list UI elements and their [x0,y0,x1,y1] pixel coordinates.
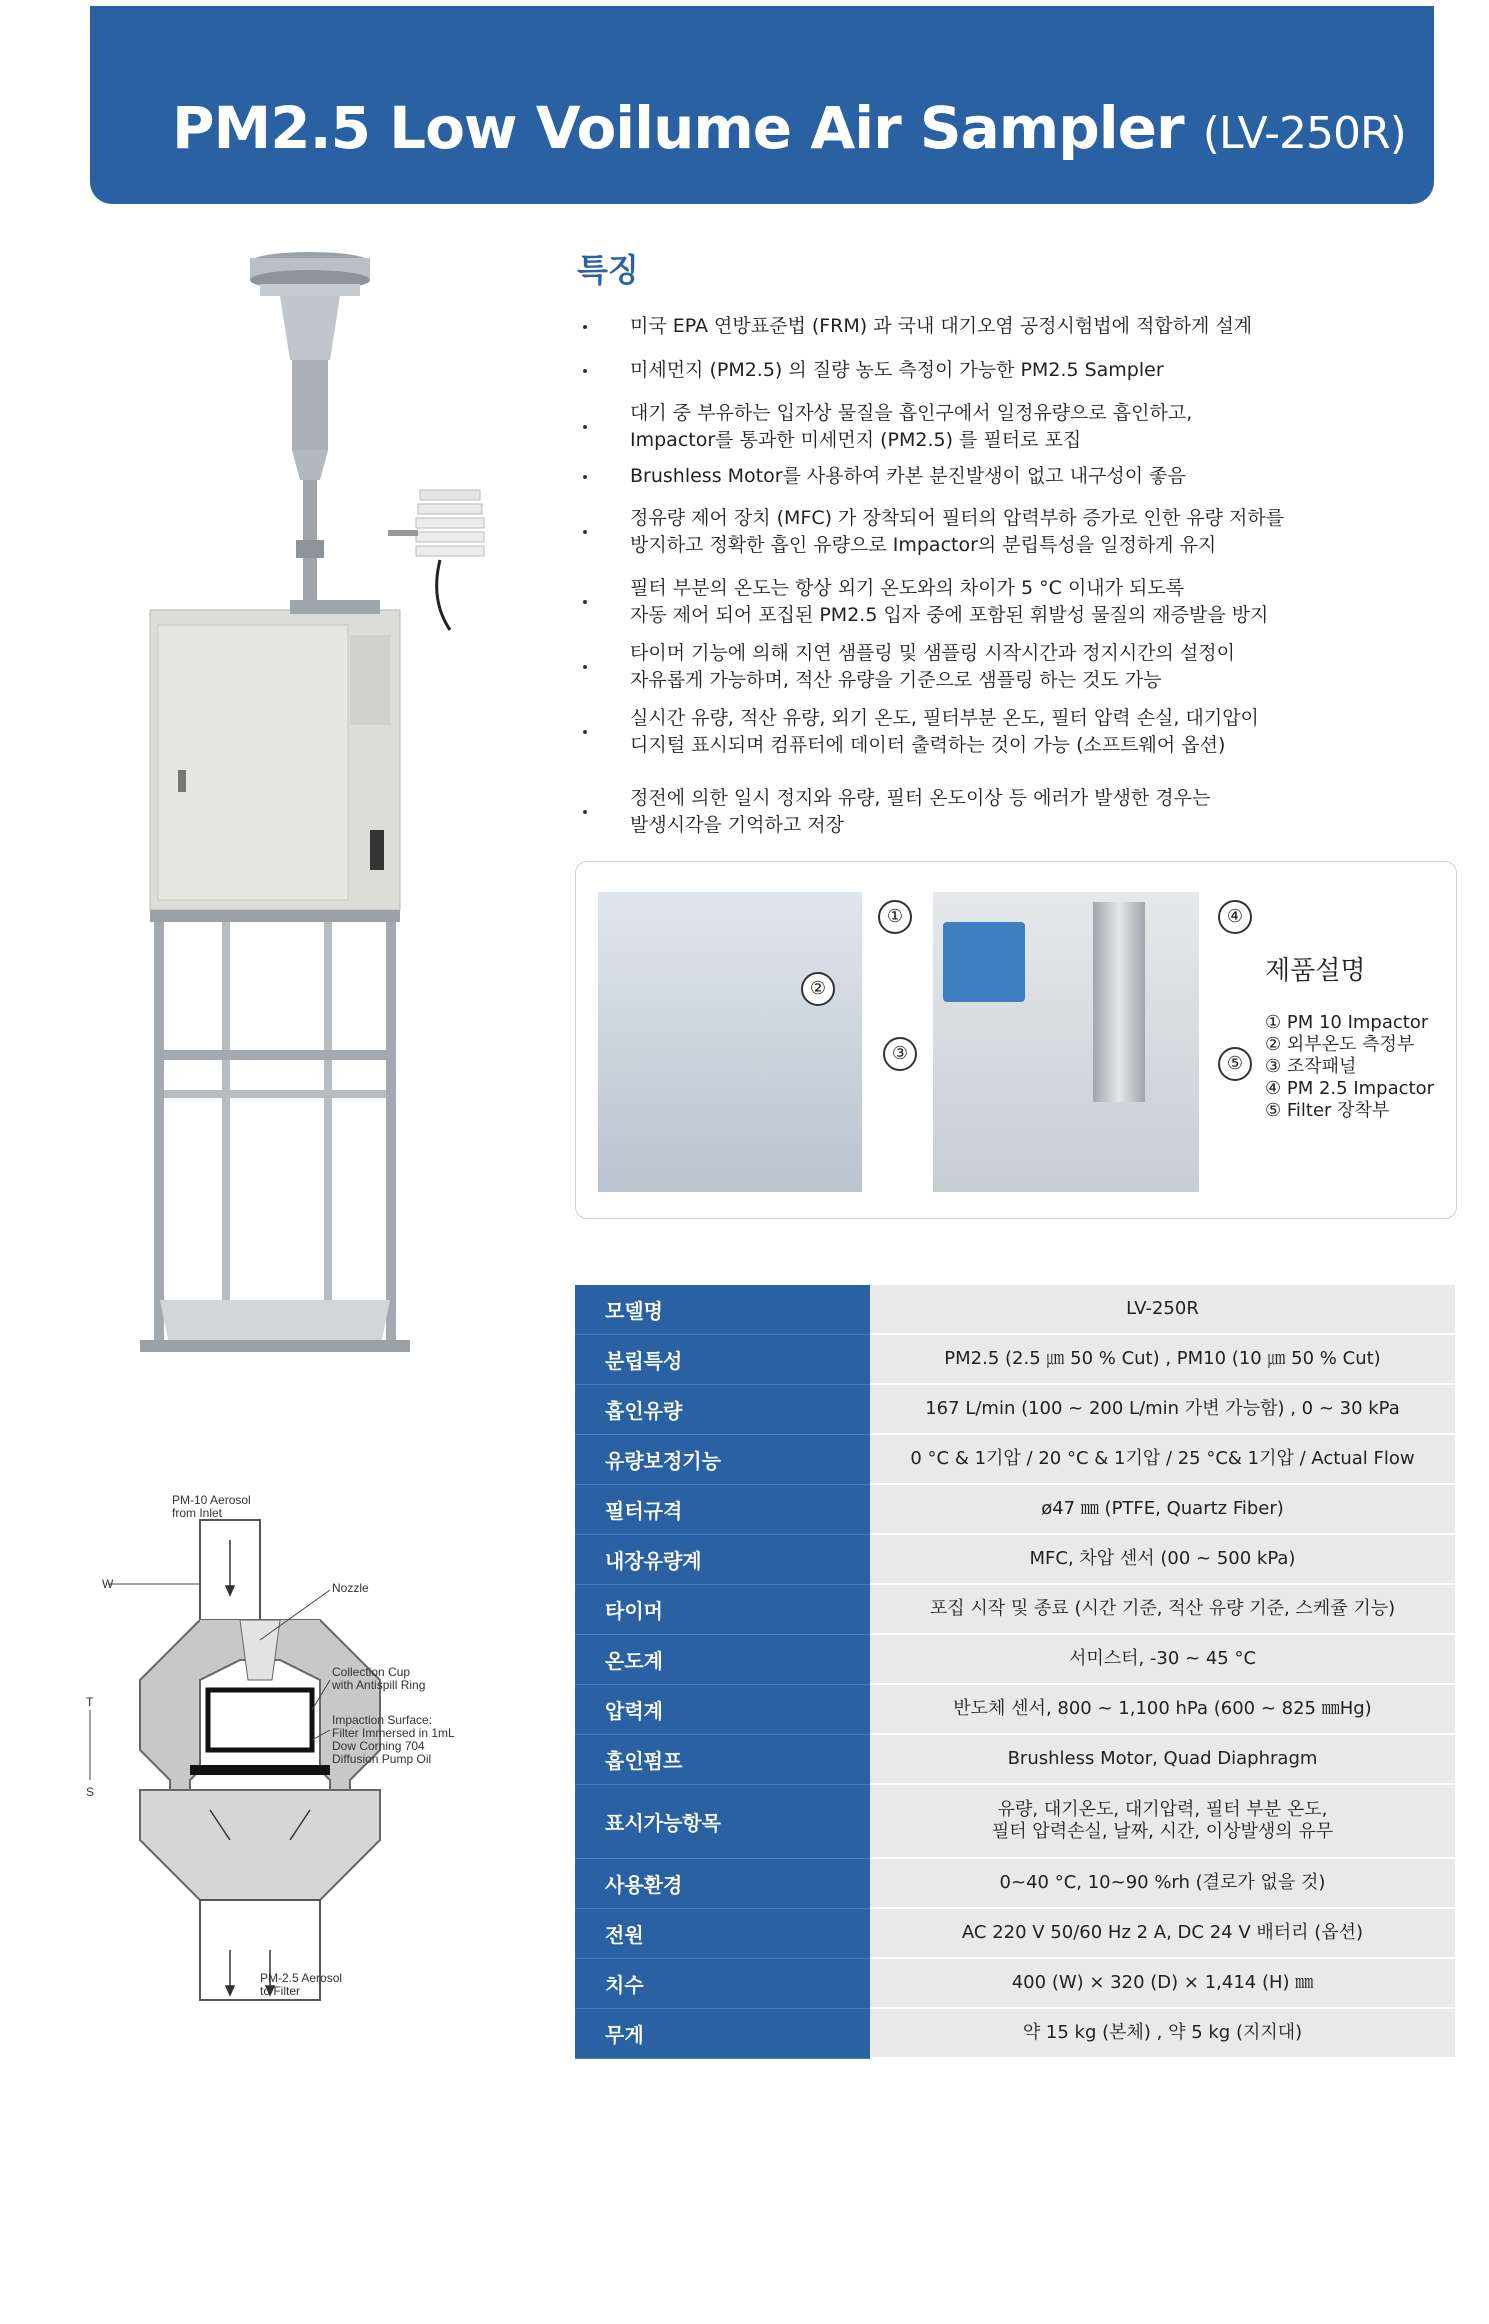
spec-row [575,1958,1455,2008]
spec-key: 온도계 [575,1634,870,1684]
spec-key: 유량보정기능 [575,1434,870,1484]
svg-text:T: T [86,1695,94,1709]
feature-text: 대기 중 부유하는 입자상 물질을 흡인구에서 일정유량으로 흡인하고, Impactor를 통과한 미세먼지 (PM2.5) 를 필터로 포집 [630,402,1193,451]
control-panel-screen [943,922,1025,1002]
bullet-icon [583,665,587,669]
spec-key: 필터규격 [575,1484,870,1534]
spec-value: 서미스터, -30 ~ 45 °C [870,1634,1455,1684]
spec-key: 치수 [575,1958,870,2008]
spec-key: 모델명 [575,1285,870,1334]
spec-row [575,1384,1455,1434]
spec-row [575,1334,1455,1384]
spec-row [575,1534,1455,1584]
bullet-icon [583,600,587,604]
description-item: ② 외부온도 측정부 [1265,1034,1415,1055]
description-item: ③ 조작패널 [1265,1056,1357,1077]
callout-1: ① [878,900,912,934]
svg-text:Impaction Surface:Filter Immer: Impaction Surface: Filter Immersed in 1mL Dow Corning 704 Diffusion Pump Oil [332,1713,455,1766]
feature-item [577,313,1252,340]
spec-row [575,1484,1455,1534]
bullet-icon [583,369,587,373]
bullet-icon [583,530,587,534]
svg-text:Collection Cupwith Antispill R: Collection Cup with Antispill Ring [332,1665,426,1692]
description-item: ① PM 10 Impactor [1265,1012,1429,1033]
spec-key: 타이머 [575,1584,870,1634]
spec-row [575,1784,1455,1858]
filter-holder [1093,902,1145,1102]
spec-value: 약 15 kg (본체) , 약 5 kg (지지대) [870,2008,1455,2058]
spec-row [575,1858,1455,1908]
photo-control-panel [933,892,1199,1192]
spec-row [575,1634,1455,1684]
callout-4: ④ [1218,900,1252,934]
bullet-icon [583,325,587,329]
spec-value: 167 L/min (100 ~ 200 L/min 가변 가능함) , 0 ~ 30 kPa [870,1384,1455,1434]
feature-item [577,400,1192,454]
spec-key: 흡인유량 [575,1384,870,1434]
feature-item [577,640,1235,694]
spec-key: 전원 [575,1908,870,1958]
title-text: PM2.5 Low Voilume Air Sampler [172,94,1184,162]
header-banner [90,6,1434,204]
spec-key: 표시가능항목 [575,1784,870,1858]
svg-text:PM-10 Aerosolfrom Inlet: PM-10 Aerosol from Inlet [172,1493,251,1520]
product-description-title: 제품설명 [1265,956,1366,986]
spec-key: 무게 [575,2008,870,2058]
spec-value: Brushless Motor, Quad Diaphragm [870,1734,1455,1784]
spec-row [575,2008,1455,2058]
feature-item [577,575,1268,629]
spec-key: 흡인펌프 [575,1734,870,1784]
feature-item [577,357,1164,384]
callout-3: ③ [883,1037,917,1071]
impactor-diagram [80,1480,580,2020]
feature-item [577,505,1284,559]
spec-value: ø47 ㎜ (PTFE, Quartz Fiber) [870,1484,1455,1534]
spec-value: 유량, 대기온도, 대기압력, 필터 부분 온도, 필터 압력손실, 날짜, 시간, 이상발생의 유무 [870,1784,1455,1858]
model-text: (LV-250R) [1202,108,1406,159]
feature-text: 정유량 제어 장치 (MFC) 가 장착되어 필터의 압력부하 증가로 인한 유량 저하를 방지하고 정확한 흡인 유량으로 Impactor의 분립특성을 일정하게 유지 [630,507,1285,556]
feature-text: 실시간 유량, 적산 유량, 외기 온도, 필터부분 온도, 필터 압력 손실, 대기압이 디지털 표시되며 컴퓨터에 데이터 출력하는 것이 가능 (소프트웨어 옵션) [630,707,1259,756]
spec-value: 포집 시작 및 종료 (시간 기준, 적산 유량 기준, 스케쥴 기능) [870,1584,1455,1634]
feature-text: Brushless Motor를 사용하여 카본 분진발생이 없고 내구성이 좋음 [630,465,1186,487]
description-item: ④ PM 2.5 Impactor [1265,1078,1434,1099]
svg-text:Nozzle: Nozzle [332,1581,369,1595]
bullet-icon [583,425,587,429]
spec-row [575,1684,1455,1734]
spec-row [575,1908,1455,1958]
callout-2: ② [801,972,835,1006]
spec-value: AC 220 V 50/60 Hz 2 A, DC 24 V 배터리 (옵션) [870,1908,1455,1958]
spec-key: 분립특성 [575,1334,870,1384]
page-title [172,94,1406,162]
feature-text: 필터 부분의 온도는 항상 외기 온도와의 차이가 5 °C 이내가 되도록 자동 제어 되어 포집된 PM2.5 입자 중에 포함된 휘발성 물질의 재증발을 방지 [630,577,1269,626]
feature-text: 타이머 기능에 의해 지연 샘플링 및 샘플링 시작시간과 정지시간의 설정이 자유롭게 가능하며, 적산 유량을 기준으로 샘플링 하는 것도 가능 [630,642,1235,691]
spec-row [575,1434,1455,1484]
feature-item [577,705,1259,759]
spec-key: 내장유량계 [575,1534,870,1584]
feature-item [577,463,1186,490]
description-item: ⑤ Filter 장착부 [1265,1100,1390,1121]
spec-value: LV-250R [870,1285,1455,1334]
svg-text:W: W [102,1577,114,1591]
feature-text: 미국 EPA 연방표준법 (FRM) 과 국내 대기오염 공정시험법에 적합하게 설계 [630,315,1253,337]
callout-5: ⑤ [1218,1047,1252,1081]
features-title: 특징 [577,251,639,289]
bullet-icon [583,730,587,734]
spec-row [575,1584,1455,1634]
spec-key: 사용환경 [575,1858,870,1908]
spec-value: 반도체 센서, 800 ~ 1,100 hPa (600 ~ 825 ㎜Hg) [870,1684,1455,1734]
spec-table [575,1285,1455,2059]
feature-item [577,785,1210,839]
spec-value: 400 (W) × 320 (D) × 1,414 (H) ㎜ [870,1958,1455,2008]
spec-value: PM2.5 (2.5 ㎛ 50 % Cut) , PM10 (10 ㎛ 50 % Cut) [870,1334,1455,1384]
photo-impactor [598,892,862,1192]
svg-text:S: S [86,1785,95,1799]
spec-row [575,1734,1455,1784]
feature-text: 정전에 의한 일시 정지와 유량, 필터 온도이상 등 에러가 발생한 경우는 발생시각을 기억하고 저장 [630,787,1211,836]
spec-value: MFC, 차압 센서 (00 ~ 500 kPa) [870,1534,1455,1584]
diagram-outlet-label: PM-2.5 Aerosol to Filter [260,1971,343,1998]
product-photo [120,240,420,1380]
spec-key: 압력계 [575,1684,870,1734]
bullet-icon [583,810,587,814]
product-description-list [1265,1012,1434,1122]
feature-text: 미세먼지 (PM2.5) 의 질량 농도 측정이 가능한 PM2.5 Sampler [630,359,1164,381]
sensor-shield-illustration [380,470,490,650]
spec-value: 0 °C & 1기압 / 20 °C & 1기압 / 25 °C& 1기압 / Actual Flow [870,1434,1455,1484]
spec-row [575,1285,1455,1334]
spec-value: 0~40 °C, 10~90 %rh (결로가 없을 것) [870,1858,1455,1908]
bullet-icon [583,475,587,479]
